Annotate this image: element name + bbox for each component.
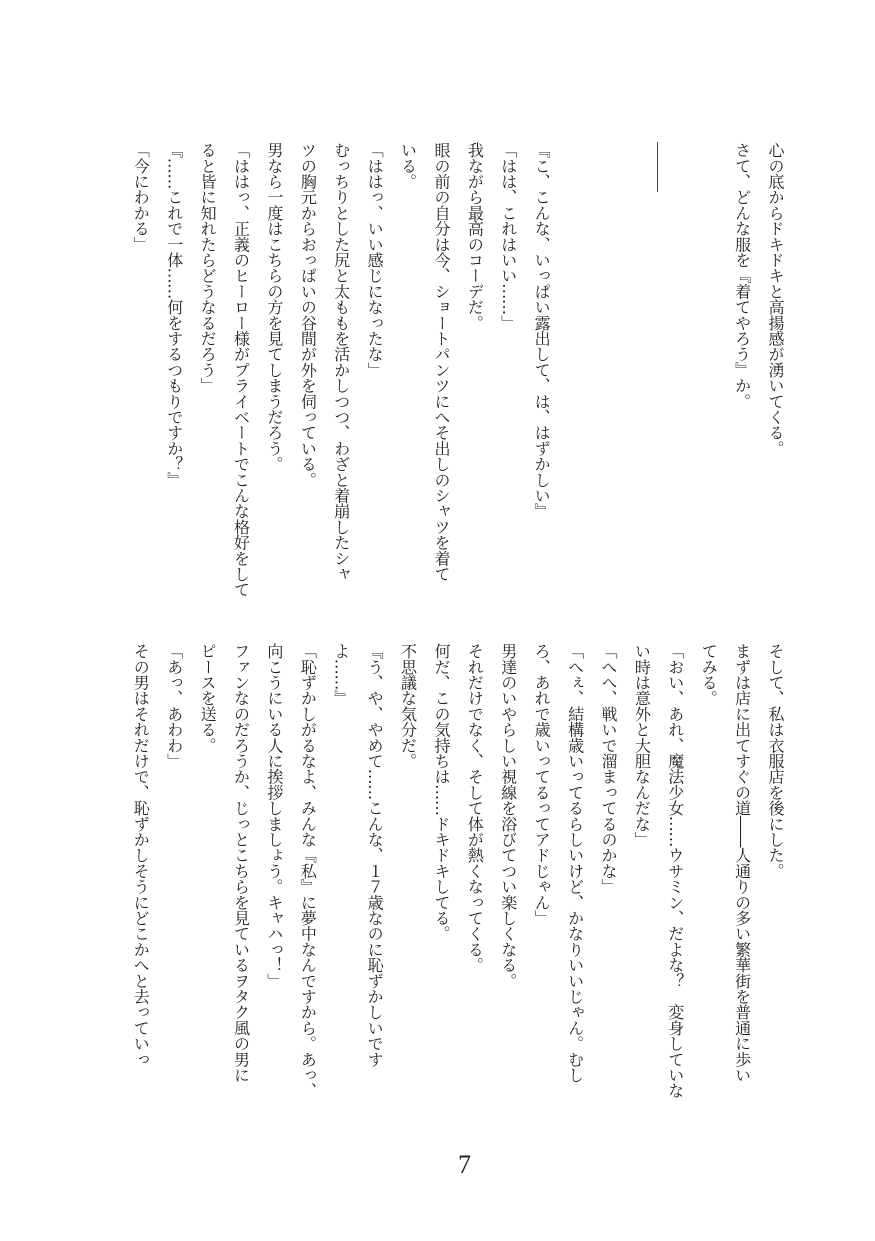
text-line: 向こうにいる人に挨拶しましょう。キャハっ！」 xyxy=(264,643,284,989)
text-line: 眼の前の自分は今、ショートパンツにへそ出しのシャツを着て xyxy=(431,142,451,582)
text-line: 不思議な気分だ。 xyxy=(398,643,418,769)
text-line: てみる。 xyxy=(699,643,719,706)
text-line: 心の底からドキドキと高揚感が湧いてくる。 xyxy=(766,142,785,457)
text-line: 男達のいやらしい視線を浴びてつい楽しくなる。 xyxy=(498,643,518,989)
text-line: 「恥ずかしがるなよ、みんな『私』に夢中なんですから。あっ、 xyxy=(298,643,318,1099)
text-line: 我ながら最高のコーデだ。 xyxy=(465,142,485,331)
page-number: 7 xyxy=(458,1150,471,1179)
top-text-block xyxy=(124,142,792,597)
text-line: 「はは、これはいい……」 xyxy=(498,142,518,331)
bottom-text-block xyxy=(124,643,792,1098)
text-line: 「おい、あれ、魔法少女……ウサミン、だよな？ 変身していな xyxy=(665,643,685,1099)
text-line: 男なら一度はこちらの方を見てしまうだろう。 xyxy=(264,142,284,472)
text-line: ろ、あれで歳いってるってアドじゃん」 xyxy=(532,643,552,926)
text-line: ると皆に知れたらどうなるだろう」 xyxy=(198,142,218,394)
text-line: 『こ、こんな、いっぱい露出して、は、はずかしい』 xyxy=(532,142,552,519)
text-line: 「へぇ、結構歳いってるらしいけど、かなりいいじゃん。むし xyxy=(565,643,585,1083)
text-line: 『……これで一体……何をするつもりですか？』 xyxy=(164,142,184,488)
text-line: 『う、や、やめて……こんな、１７歳なのに恥ずかしいです xyxy=(365,643,385,1067)
text-line: まずは店に出てすぐの道――人通りの多い繁華街を普通に歩い xyxy=(732,643,752,1083)
section-break-line xyxy=(625,142,658,597)
text-line: 「ははっ、正義のヒーロー様がプライベートでこんな格好をして xyxy=(231,142,251,598)
blank-line xyxy=(692,142,725,597)
blank-line xyxy=(558,142,591,597)
text-line: ツの胸元からおっぱいの谷間が外を伺っている。 xyxy=(298,142,318,488)
text-line: そして、私は衣服店を後にした。 xyxy=(766,643,785,879)
text-line: よ……』 xyxy=(331,643,351,706)
text-line: 「あっ、あわわ」 xyxy=(164,643,184,769)
text-line: 何だ、この気持ちは……ドキドキしてる。 xyxy=(431,643,451,942)
text-line: その男はそれだけで、恥ずかしそうにどこかへと去っていっ xyxy=(131,643,151,1067)
text-line: ファンなのだろうか、じっとこちらを見ているヲタク風の男に xyxy=(231,643,251,1083)
blank-line xyxy=(592,142,625,597)
text-line: い時は意外と大胆なんだな」 xyxy=(632,643,652,848)
text-line: さて、どんな服を『着てやろう』か。 xyxy=(732,142,752,409)
text-line: むっちりとした尻と太ももを活かしつつ、わざと着崩したシャ xyxy=(331,142,351,582)
section-break-dash xyxy=(657,142,658,192)
text-line: それだけでなく、そして体が熱くなってくる。 xyxy=(465,643,485,973)
text-line: 「へへ、戦いで溜まってるのかな」 xyxy=(598,643,618,895)
text-line: 「今にわかる」 xyxy=(131,142,151,252)
text-line: 「ははっ、いい感じになったな」 xyxy=(365,142,385,378)
text-line: ピースを送る。 xyxy=(198,643,218,753)
text-line: いる。 xyxy=(398,142,418,190)
blank-line xyxy=(658,142,691,597)
